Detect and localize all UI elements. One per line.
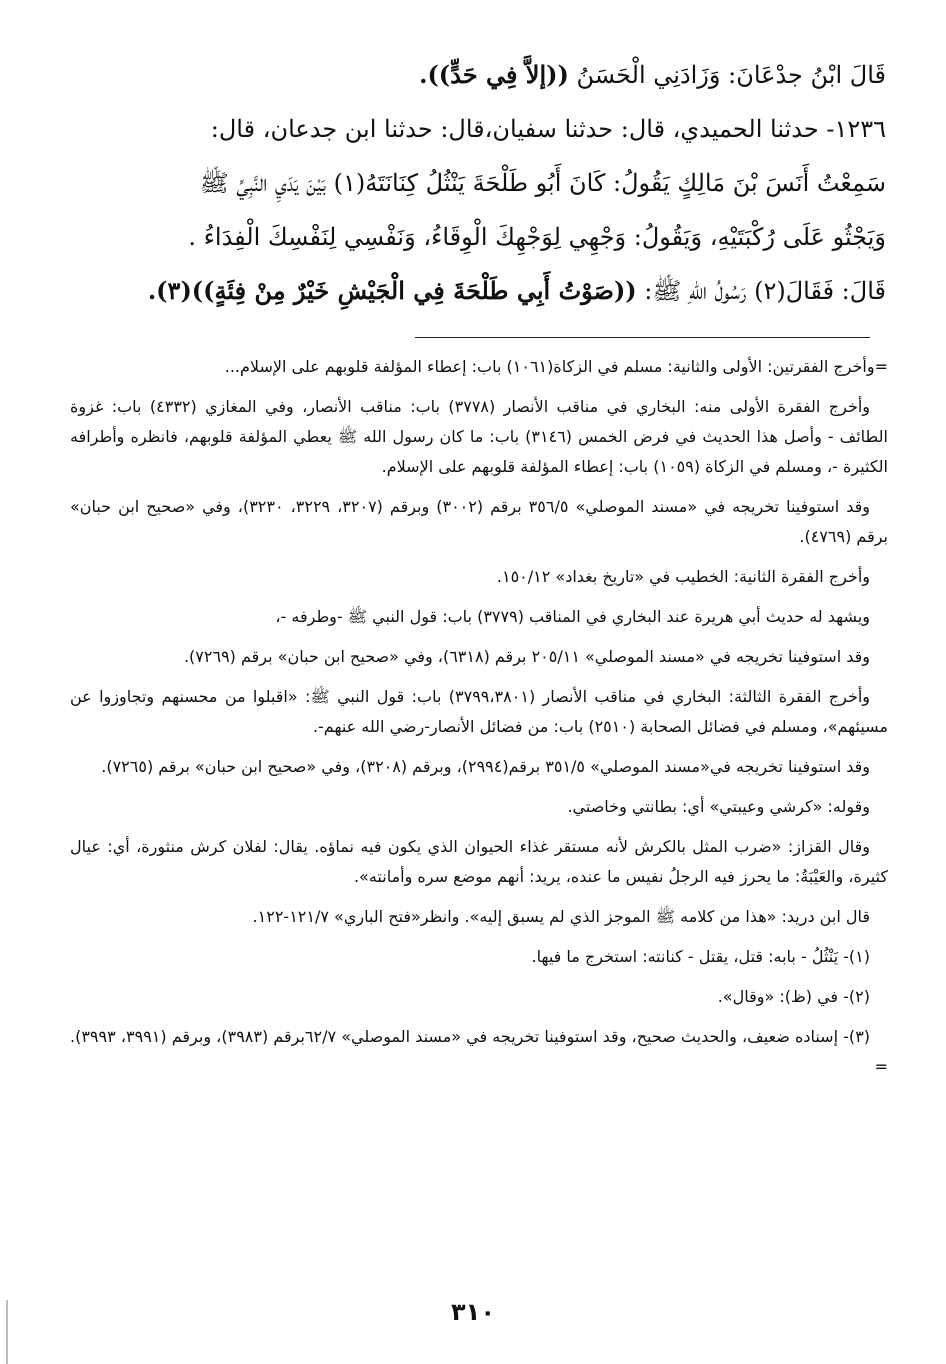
footnote-paragraph: وأخرج الفقرة الثانية: الخطيب في «تاريخ بغداد» ١٥٠/١٢. — [496, 567, 870, 586]
footnote-3: (٣)- إسناده ضعيف، والحديث صحيح، وقد استوفينا تخريجه في «مسند الموصلي» ٦٢/٧برقم (٣٩٨٣)، وبرقم (٣٩٩١، ٣٩٩٣). = — [70, 1027, 888, 1076]
narrator-statement: قَالَ ابْنُ جدْعَانَ: وَزَادَنِي الْحَسَنُ — [568, 61, 886, 89]
page-number: ٣١٠ — [451, 1298, 495, 1326]
footnote-paragraph: =وأخرج الفقرتين: الأولى والثانية: مسلم في الزكاة(١٠٦١) باب: إعطاء المؤلفة قلوبهم على الإسلام... — [224, 357, 888, 376]
footnote-2: (٢)- في (ظ): «وقال». — [717, 987, 870, 1006]
footnote-paragraph: قال ابن دريد: «هذا من كلامه ﷺ الموجز الذي لم يسبق إليه». وانظر«فتح الباري» ١٢١/٧-١٢٢. — [252, 907, 870, 926]
footnote-paragraph: وأخرج الفقرة الثالثة: البخاري في مناقب الأنصار (٣٧٩٩،٣٨٠١) باب: قول النبي ﷺ: «اقبلوا من محسنهم وتجاوزوا عن مسيئهم»، ومسلم في فضائل الصحابة (٢٥١٠) باب: من فضائل الأنصار-رضي الله عنهم-. — [70, 687, 888, 736]
quoted-addition: ((إلاَّ فِي حَدٍّ)). — [419, 60, 569, 89]
hadith-line-3: سَمِعْتُ أَنَسَ بْنَ مَالِكٍ يَقُولُ: كَانَ أَبُو طَلْحَةَ يَنْثُلُ كِنَانَتَهُ(١) بَيْنَ يَدَيِ النَّبِيِّ ﷺ — [199, 169, 886, 197]
hadith-text — [66, 48, 886, 318]
footnote-paragraph: وقال القزاز: «ضرب المثل بالكرش لأنه مستقر غذاء الحيوان الذي يكون فيه نماؤه. يقال: لفلان كرش منثورة، أي: عيال كثيرة، والعَيْبَةُ: ما يحرز فيه الرجلُ نفيس ما عنده، يريد: أنهم موضع سره وأمانته». — [70, 837, 888, 886]
footnote-divider — [415, 337, 870, 338]
prophet-quote: ((صَوْتُ أَبِي طَلْحَةَ فِي الْجَيْشِ خَيْرٌ مِنْ فِئَةٍ))(٣). — [147, 276, 637, 305]
footnote-paragraph: وقد استوفينا تخريجه في «مسند الموصلي» ٣٥٦/٥ برقم (٣٠٠٢) وبرقم (٣٢٠٧، ٣٢٢٩، ٣٢٣٠)، وفي «صحيح ابن حبان» برقم (٤٧٦٩). — [70, 497, 888, 546]
footnote-1: (١)- يَنْثُلُ - بابه: قتل، يقتل - كنانته: استخرج ما فيها. — [531, 947, 870, 966]
scan-edge-mark — [6, 1300, 8, 1364]
footnote-paragraph: وأخرج الفقرة الأولى منه: البخاري في مناقب الأنصار (٣٧٧٨) باب: مناقب الأنصار، وفي المغازي (٤٣٣٢) باب: غزوة الطائف - وأصل هذا الحديث في فرض الخمس (٣١٤٦) باب: ما كان رسول الله ﷺ يعطي المؤلفة قلوبهم، فانظره وأطرافه الكثيرة -، ومسلم في الزكاة (١٠٥٩) باب: إعطاء المؤلفة قلوبهم على الإسلام. — [70, 397, 888, 476]
footnote-paragraph: وقد استوفينا تخريجه في «مسند الموصلي» ٢٠٥/١١ برقم (٦٣١٨)، وفي «صحيح ابن حبان» برقم (٧٢٦٩). — [183, 647, 870, 666]
footnote-paragraph: ويشهد له حديث أبي هريرة عند البخاري في المناقب (٣٧٧٩) باب: قول النبي ﷺ -وطرفه -، — [275, 607, 870, 626]
footnote-paragraph: وقوله: «كرشي وعيبتي» أي: بطانتي وخاصتي. — [567, 797, 870, 816]
prophet-said: قَالَ: فَقَالَ(٢) رَسُولُ اللهِ ﷺ: — [636, 277, 886, 305]
hadith-line-4: وَيَجْثُو عَلَى رُكْبَتَيْهِ، وَيَقُولُ: وَجْهِي لِوَجْهِكَ الْوِقَاءُ، وَنَفْسِي لِنَفْسِكَ الْفِدَاءُ . — [188, 223, 886, 251]
footnotes-section — [70, 352, 888, 1092]
hadith-line-1 — [66, 48, 886, 102]
hadith-line-5 — [66, 264, 886, 318]
footnote-paragraph: وقد استوفينا تخريجه في«مسند الموصلي» ٣٥١/٥ برقم(٢٩٩٤)، وبرقم (٣٢٠٨)، وفي «صحيح ابن حبان» برقم (٧٢٦٥). — [101, 757, 870, 776]
isnad-line: ١٢٣٦- حدثنا الحميدي، قال: حدثنا سفيان،قال: حدثنا ابن جدعان، قال: — [210, 115, 886, 143]
